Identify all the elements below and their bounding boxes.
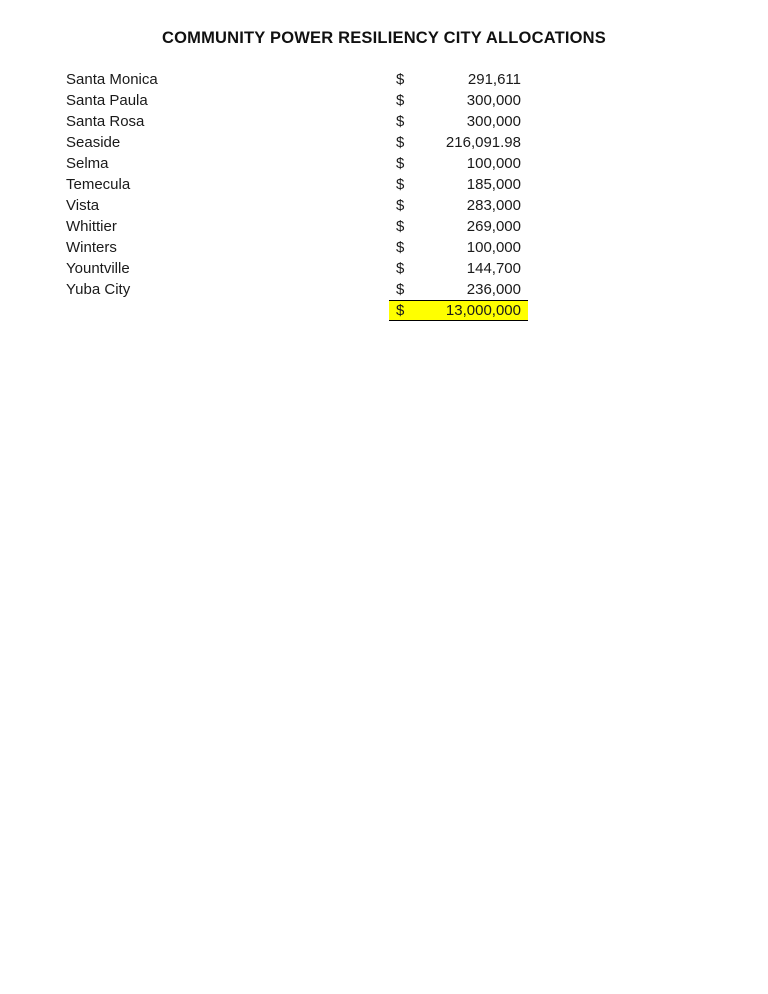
allocation-amount: 236,000 bbox=[466, 281, 521, 298]
city-name: Yuba City bbox=[66, 281, 131, 298]
currency-symbol: $ bbox=[396, 92, 405, 109]
table-row bbox=[66, 111, 536, 132]
city-name: Winters bbox=[66, 239, 117, 256]
allocation-amount: 300,000 bbox=[466, 113, 521, 130]
allocation-amount: 291,611 bbox=[467, 71, 521, 88]
currency-symbol: $ bbox=[396, 71, 405, 88]
table-row bbox=[66, 174, 536, 195]
currency-symbol: $ bbox=[396, 134, 405, 151]
table-row bbox=[66, 195, 536, 216]
currency-symbol: $ bbox=[396, 113, 405, 130]
city-name: Santa Paula bbox=[66, 92, 148, 109]
city-name: Santa Monica bbox=[66, 71, 158, 88]
allocation-amount: 144,700 bbox=[466, 260, 521, 277]
currency-symbol: $ bbox=[396, 155, 405, 172]
allocation-amount: 100,000 bbox=[466, 239, 521, 256]
city-name: Selma bbox=[66, 155, 109, 172]
total-currency-symbol: $ bbox=[396, 302, 405, 319]
currency-symbol: $ bbox=[396, 197, 405, 214]
table-row bbox=[66, 132, 536, 153]
currency-symbol: $ bbox=[396, 281, 405, 298]
table-row bbox=[66, 237, 536, 258]
allocations-table bbox=[66, 69, 536, 321]
total-amount: 13,000,000 bbox=[445, 302, 521, 319]
table-row bbox=[66, 90, 536, 111]
city-name: Yountville bbox=[66, 260, 130, 277]
city-name: Seaside bbox=[66, 134, 121, 151]
city-name: Whittier bbox=[66, 218, 117, 235]
table-row bbox=[66, 279, 536, 300]
currency-symbol: $ bbox=[396, 218, 405, 235]
total-row bbox=[66, 300, 536, 321]
allocation-amount: 283,000 bbox=[466, 197, 521, 214]
currency-symbol: $ bbox=[396, 176, 405, 193]
page-title: COMMUNITY POWER RESILIENCY CITY ALLOCATIONS bbox=[161, 29, 607, 47]
allocation-amount: 100,000 bbox=[466, 155, 521, 172]
table-row bbox=[66, 153, 536, 174]
allocation-amount: 300,000 bbox=[466, 92, 521, 109]
currency-symbol: $ bbox=[396, 239, 405, 256]
city-name: Vista bbox=[66, 197, 100, 214]
allocation-amount: 185,000 bbox=[466, 176, 521, 193]
table-row bbox=[66, 69, 536, 90]
table-row bbox=[66, 258, 536, 279]
allocation-amount: 269,000 bbox=[466, 218, 521, 235]
allocation-amount: 216,091.98 bbox=[445, 134, 521, 151]
city-name: Santa Rosa bbox=[66, 113, 145, 130]
currency-symbol: $ bbox=[396, 260, 405, 277]
city-name: Temecula bbox=[66, 176, 131, 193]
table-row bbox=[66, 216, 536, 237]
